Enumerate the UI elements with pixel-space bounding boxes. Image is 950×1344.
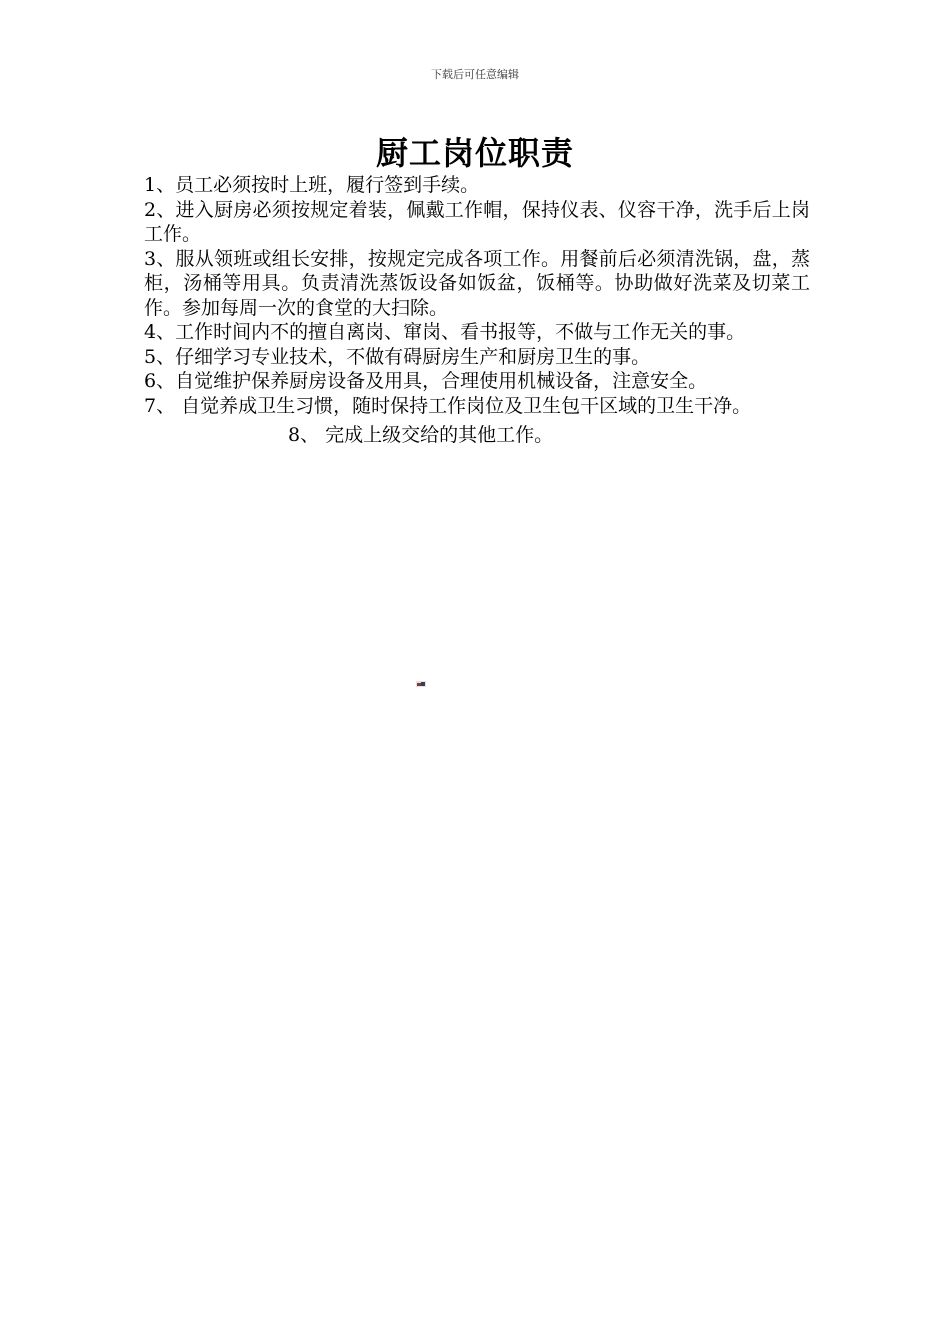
duty-item-4: 4、工作时间内不的擅自离岗、窜岗、看书报等，不做与工作无关的事。 — [144, 321, 746, 343]
duty-item-2: 2、进入厨房必须按规定着装，佩戴工作帽，保持仪表、仪容干净，洗手后上岗工作。 — [144, 198, 810, 245]
duty-item-3: 3、服从领班或组长安排，按规定完成各项工作。用餐前后必须清洗锅，盘，蒸柜，汤桶等用具。负责清洗蒸饭设备如饭盆，饭桶等。协助做好洗菜及切菜工作。参加每周一次的食堂的大扫除。 — [144, 247, 810, 319]
duty-item-1: 1、员工必须按时上班，履行签到手续。 — [144, 174, 480, 196]
duty-item-8: 8、 完成上级交给的其他工作。 — [288, 424, 554, 446]
document-title: 厨工岗位职责 — [375, 134, 574, 172]
broken-image-icon — [416, 681, 426, 687]
duty-list — [144, 173, 810, 448]
duty-item-6: 6、自觉维护保养厨房设备及用具，合理使用机械设备，注意安全。 — [144, 370, 708, 392]
download-note: 下载后可任意编辑 — [431, 68, 519, 81]
duty-item-7: 7、 自觉养成卫生习惯，随时保持工作岗位及卫生包干区域的卫生干净。 — [144, 394, 752, 417]
duty-item-5: 5、仔细学习专业技术，不做有碍厨房生产和厨房卫生的事。 — [144, 345, 651, 368]
